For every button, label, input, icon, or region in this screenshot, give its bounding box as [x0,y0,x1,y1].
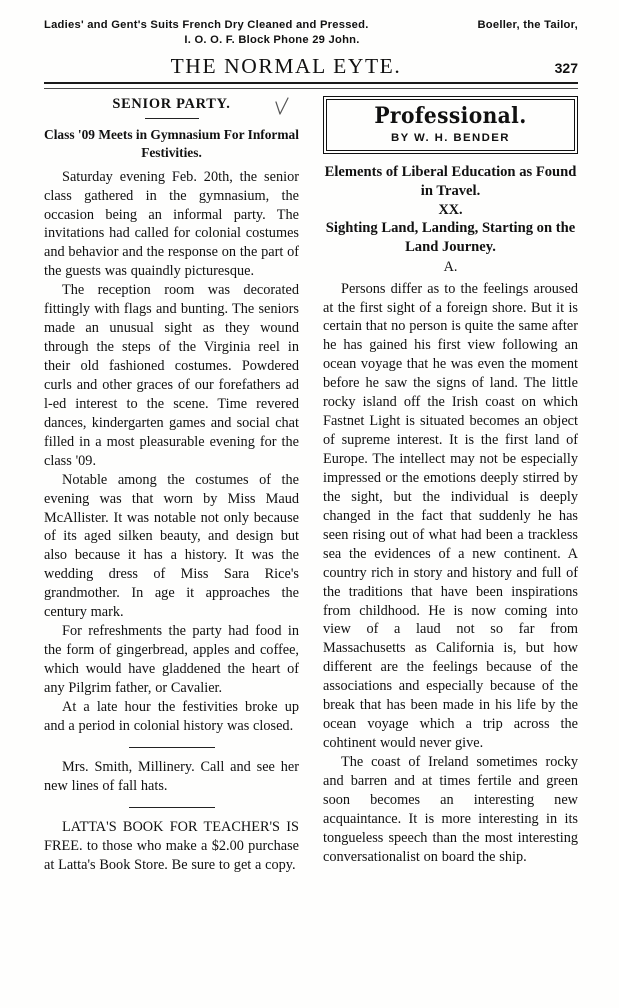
article-paragraph: At a late hour the festivities broke up and a period in colonial history was closed. [44,698,299,734]
columns-container [44,94,578,874]
article-headline: SENIOR PARTY. [112,96,231,112]
professional-paragraph: Persons differ as to the feelings aroused at the first sight of a foreign shore. But it is certain that no person is quite the same after he has gained his first view following an ocean voyage that he was even the moment before he saw the signs of land. The little rocky island off the Irish coast on which Fastnet Light is situated becomes an object of supreme interest. It is the first land of Europe. The intellect may not be especially impressed or the emotions deeply stirred by the sight, but the individual is deeply changed in the fact that suddenly he has seen rising out of what had been a trackless sea the evidences of a new continent. A country rich in story and history and full of the traditions that have been inspirations from childhood. He is now coming into view of a laud not so far from Massachusetts as California is, but how different are the feelings because of the associations and especially because of the break that has been made in his life by the ocean voyage which a trip across the cohtinent would never give. [323,280,578,752]
headline-divider-rule [145,118,199,119]
professional-box-byline: BY W. H. BENDER [391,132,510,145]
section-divider-rule [129,747,215,748]
section-divider-rule [129,807,215,808]
millinery-advertisement: Mrs. Smith, Millinery. Call and see her new lines of fall hats. [44,758,299,794]
page-title: THE NORMAL EYTE. [170,54,402,79]
professional-masthead-box-inner [326,99,575,151]
series-title: Elements of Liberal Education as Found in Travel. [324,164,577,200]
professional-box-title: Professional. [374,103,527,129]
article-subhead: Class '09 Meets in Gymnasium For Informal Festivities. [44,127,299,160]
tailor-ad-name: Boeller, the Tailor, [477,19,578,31]
article-paragraph: For refreshments the party had food in the form of gingerbread, apples and coffee, which would have gladdened the heart of any Pilgrim father, or Cavalier. [44,623,299,696]
professional-paragraph: The coast of Ireland sometimes rocky and barren and at times fertile and green soon becomes an interesting new acquaintance. It is more interesting in its tongueless speech than the most interesting conversationalist on board the ship. [323,754,578,865]
article-paragraph: Notable among the costumes of the evening was that worn by Miss Maud McAllister. It was notable not only because of its aged silken beauty, and design but also because it has a history. It was the wedding dress of Miss Sara Rice's grandmother. In age it approaches the century mark. [44,471,299,621]
article-paragraph: The reception room was decorated fittingly with flags and bunting. The seniors made an unusual sight as they wound through the steps of the Virginia reel in their old fashioned costumes. Powdered curls and other graces of our forefathers ad l-ed interest to the scene. Time revered dances, kindergarten games and social chat filled in a most pleasurable evening for the class '09. [44,282,299,469]
professional-masthead-box [323,96,578,154]
latta-book-advertisement: LATTA'S BOOK FOR TEACHER'S IS FREE. to those who make a $2.00 purchase at Latta's Book Store. Be sure to get a copy. [44,818,299,873]
page-number: 327 [554,60,578,77]
masthead-title-row [44,54,578,80]
section-letter: A. [443,259,458,276]
tailor-ad-text: Ladies' and Gent's Suits French Dry Cleaned and Pressed. [44,19,369,31]
section-title: Sighting Land, Landing, Starting on the Land Journey. [325,220,576,256]
masthead-divider-rule [44,82,578,89]
masthead-ad-line-2: I. O. O. F. Block Phone 29 John. [184,34,360,46]
right-column [323,94,578,874]
series-number: XX. [438,202,463,219]
masthead-ad-line-1 [44,18,578,32]
article-paragraph: Saturday evening Feb. 20th, the senior class gathered in the gymnasium, the occasion being an informal party. The invitations had called for colonial costumes and behavior and the response on the part of the guests was quaindly picturesque. [44,168,299,280]
left-column [44,94,299,874]
masthead [44,18,578,80]
